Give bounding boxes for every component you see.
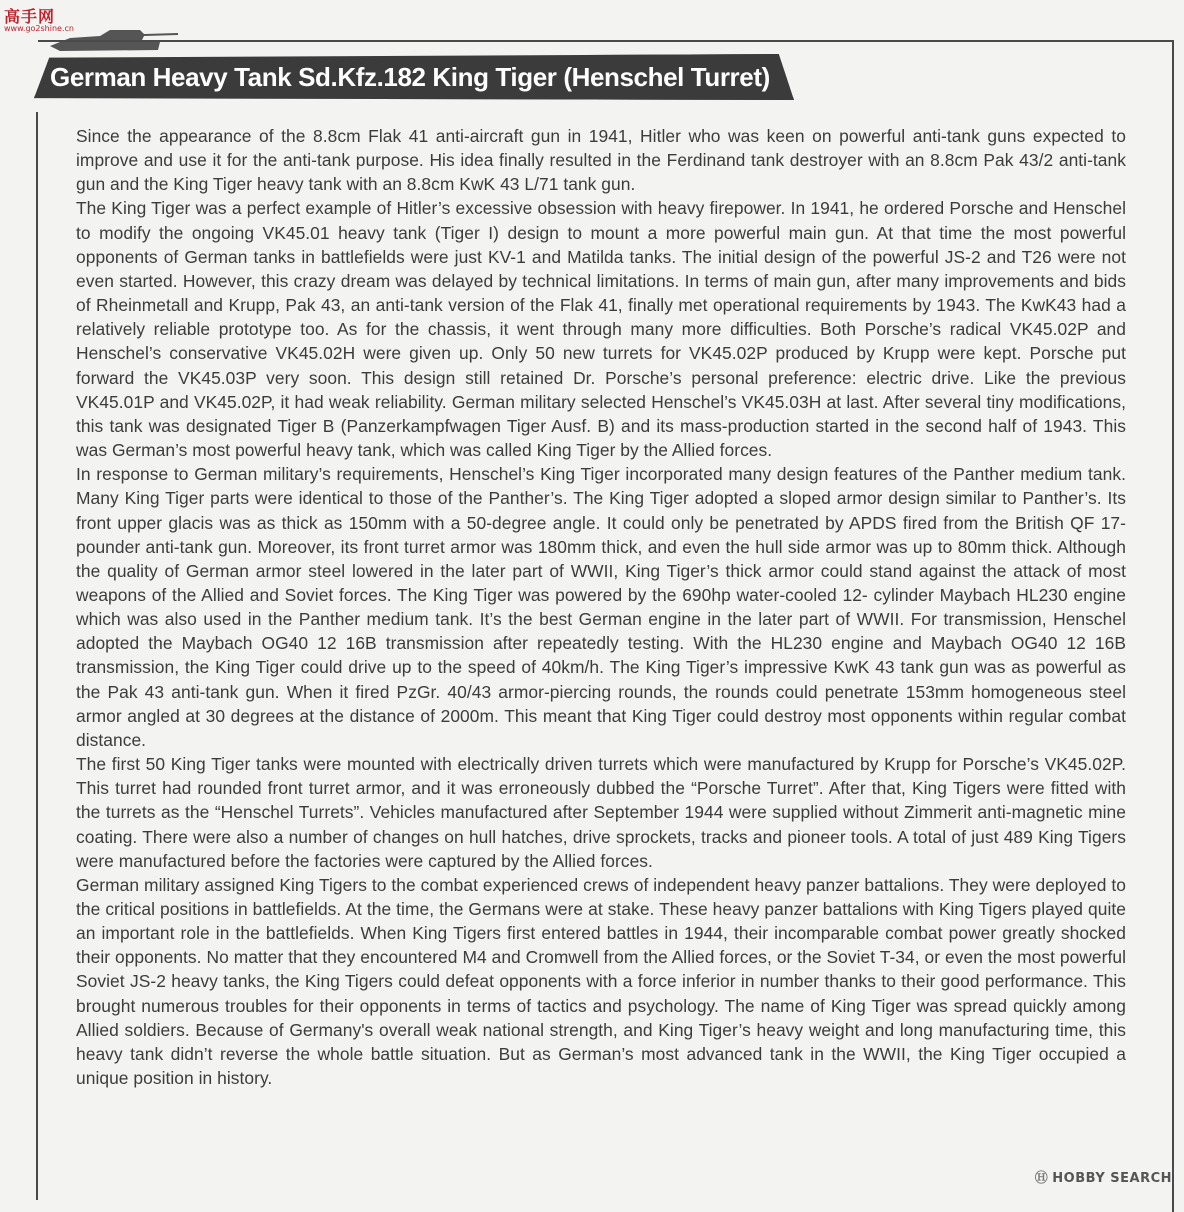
paragraph: The King Tiger was a perfect example of Hitler’s excessive obsession with heavy firepower. In 1941, he ordered Porsche and Henschel to modify the ongoing VK45.01 heavy tank (Tiger I) design to mount a more powerful main gun. At that time the most powerful opponents of German tanks in battlefields were just KV-1 and Matilda tanks. The initial design of the powerful JS-2 and T26 were not even started. However, this crazy dream was delayed by technical limitations. In terms of main gun, after many improvements and bids of Rheinmetall and Krupp, Pak 43, an anti-tank version of the Flak 41, finally met operational requirements by 1943. The KwK43 had a relatively reliable prototype too. As for the chassis, it went through many more difficulties. Both Porsche’s radical VK45.02P and Henschel’s conservative VK45.02H were given up. Only 50 new turrets for VK45.02P produced by Krupp were kept. Porsche put forward the VK45.03P very soon. This design still retained Dr. Porsche’s personal preference: electric drive. Like the previous VK45.01P and VK45.02P, it had weak reliability. German military selected Henschel’s VK45.03H at last. After several tiny modifications, this tank was designated Tiger B (Panzerkampfwagen Tiger Ausf. B) and its mass-production started in the second half of 1943. This was German’s most powerful heavy tank, which was called King Tiger by the Allied forces. [76, 198, 1126, 461]
paragraph: In response to German military’s requirements, Henschel’s King Tiger incorporated many design features of the Panther medium tank. Many King Tiger parts were identical to those of the Panther’s. The King Tiger adopted a sloped armor design similar to Panther’s. Its front upper glacis was as thick as 150mm with a 50-degree angle. It could only be penetrated by APDS fired from the British QF 17-pounder anti-tank gun. Moreover, its front turret armor was 180mm thick, and even the hull side armor was up to 80mm thick. Although the quality of German armor steel lowered in the later part of WWII, King Tiger’s thick armor could stand against the attack of most weapons of the Allied and Soviet forces. The King Tiger was powered by the 690hp water-cooled 12- cylinder Maybach HL230 engine which was also used in the Panther medium tank. It’s the best German engine in the later part of WWII. For transmission, Henschel adopted the Maybach OG40 12 16B transmission after repeatedly testing. With the HL230 engine and Maybach OG40 12 16B transmission, the King Tiger could drive up to the speed of 40km/h. The King Tiger’s impressive KwK 43 tank gun was as powerful as the Pak 43 anti-tank gun. When it fired PzGr. 40/43 armor-piercing rounds, the rounds could penetrate 153mm homogeneous steel armor angled at 30 degrees at the distance of 2000m. This meant that King Tiger could destroy most opponents within regular combat distance. [76, 464, 1126, 750]
logo-text: 高手网 [4, 7, 56, 26]
hobby-search-icon: Ⓗ [1034, 1171, 1049, 1186]
paragraph: Since the appearance of the 8.8cm Flak 41 anti-aircraft gun in 1941, Hitler who was keen on powerful anti-tank guns expected to improve and use it for the anti-tank purpose. His idea finally resulted in the Ferdinand tank destroyer with an 8.8cm Pak 43/2 anti-tank gun and the King Tiger heavy tank with an 8.8cm KwK 43 L/71 tank gun. [76, 126, 1126, 195]
logo-url: www.go2shine.cn [4, 24, 74, 33]
watermark [1035, 1167, 1172, 1186]
page-title: German Heavy Tank Sd.Kfz.182 King Tiger (Henschel Turret) [50, 62, 770, 92]
article-body [76, 124, 1126, 1090]
left-rule [36, 112, 38, 1200]
paragraph: The first 50 King Tiger tanks were mounted with electrically driven turrets which were manufactured by Krupp for Porsche’s VK45.02P. This turret had rounded front turret armor, and it was erroneously dubbed the “Porsche Turret”. After that, King Tigers were fitted with the turrets as the “Henschel Turrets”. Vehicles manufactured after September 1944 were supplied without Zimmerit anti-magnetic mine coating. There were also a number of changes on hull hatches, drive sprockets, tracks and pioneer tools. A total of just 489 King Tigers were manufactured before the factories were captured by the Allied forces. [76, 754, 1126, 871]
paragraph: German military assigned King Tigers to the combat experienced crews of independent heavy panzer battalions. They were deployed to the critical positions in battlefields. At the time, the Germans were at stake. These heavy panzer battalions with King Tigers played quite an important role in the battlefields. When King Tigers first entered battles in 1944, their incomparable combat power greatly shocked their opponents. No matter that they encountered M4 and Cromwell from the Allied forces, or the Soviet T-34, or even the most powerful Soviet JS-2 heavy tanks, the King Tigers could defeat opponents with a force inferior in number thanks to their good performance. This brought numerous troubles for their opponents in terms of tactics and psychology. The name of King Tiger was spread quickly among Allied soldiers. Because of Germany's overall weak national strength, and King Tiger’s heavy weight and long manufacturing time, this heavy tank didn’t reverse the whole battle situation. But as German’s most advanced tank in the WWII, the King Tiger occupied a unique position in history. [76, 874, 1126, 1089]
watermark-text: HOBBY SEARCH [1052, 1171, 1172, 1186]
